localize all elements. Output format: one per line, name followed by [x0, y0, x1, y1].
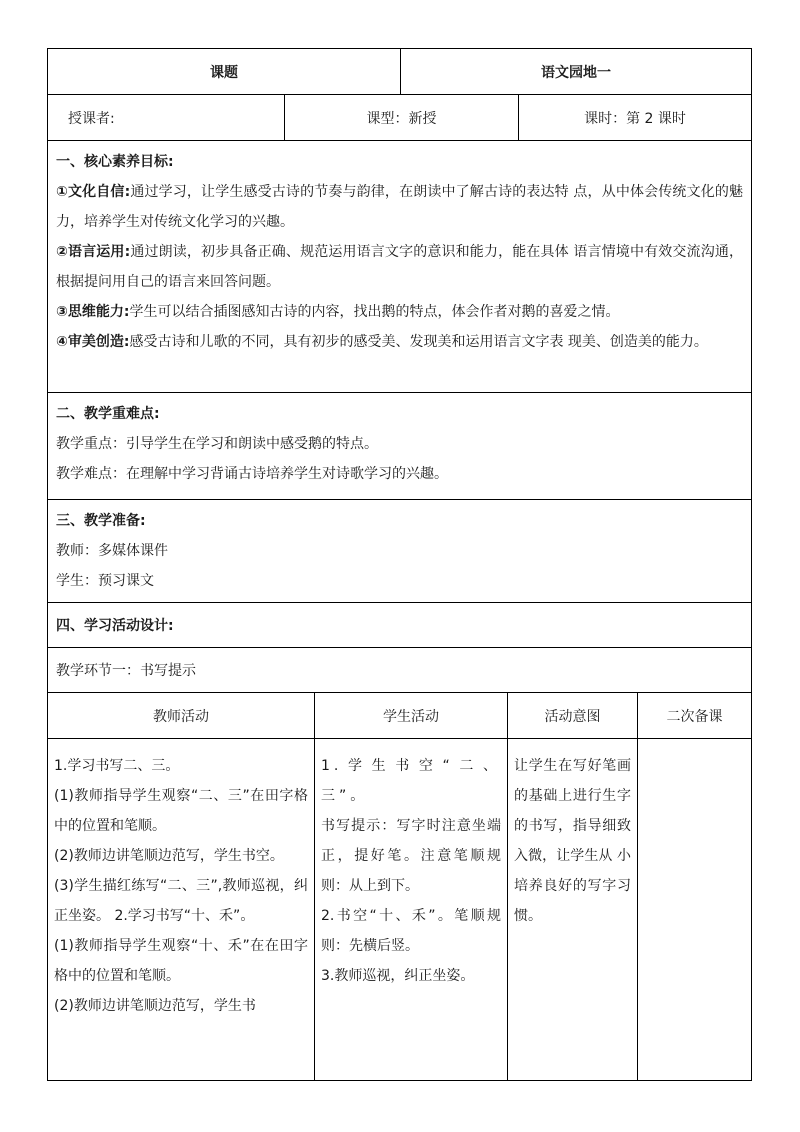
student-line: 1.学生书空“二、三”。: [321, 758, 501, 804]
preparation-title: 三、教学准备:: [56, 513, 146, 529]
col-header-teacher: 教师活动: [153, 708, 209, 725]
preparation-teacher: 教师：多媒体课件: [56, 543, 168, 559]
preparation-student: 学生：预习课文: [56, 573, 154, 589]
preparation-section: [48, 500, 751, 603]
topic-row: [48, 49, 751, 95]
activity-table-body: [48, 739, 751, 1080]
info-row: [48, 95, 751, 141]
student-line: 书写提示：写字时注意坐端正，提好笔。注意笔顺规则：从上到下。: [321, 818, 501, 894]
student-line: 3.教师巡视，纠正坐姿。: [321, 968, 475, 984]
teacher-line: 1.学习书写二、三。: [54, 758, 180, 774]
lesson-type: 课型：新授: [284, 95, 518, 140]
topic-label: 课题: [210, 64, 238, 81]
col-header-student: 学生活动: [314, 693, 507, 738]
lesson-period: 课时：第 2 课时: [518, 95, 751, 140]
teacher-line: (1)教师指导学生观察“十、禾”在在田字格中的位置和笔顺。: [54, 938, 308, 984]
col-header-second: 二次备课: [637, 693, 751, 738]
design-title: 四、学习活动设计:: [56, 618, 174, 634]
goal-item: ④审美创造:感受古诗和儿歌的不同，具有初步的感受美、发现美和运用语言文字表 现美、创造美的能力。: [56, 334, 708, 350]
goals-title: 一、核心素养目标:: [56, 154, 174, 170]
goal-item: ②语言运用:通过朗读，初步具备正确、规范运用语言文字的意识和能力，能在具体 语言情境中有效交流沟通，根据提问用自己的语言来回答问题。: [56, 244, 744, 290]
lesson-plan-table: [47, 48, 752, 1081]
teacher-line: (2)教师边讲笔顺边范写，学生书: [54, 998, 256, 1014]
col-header-intent: 活动意图: [507, 693, 637, 738]
activity-table-header: [48, 693, 751, 739]
teacher-line: (3)学生描红练写“二、三”,教师巡视，纠正坐姿。 2.学习书写“十、禾”。: [54, 878, 308, 924]
keypoint-difficulty: 教学难点：在理解中学习背诵古诗培养学生对诗歌学习的兴趣。: [56, 466, 448, 482]
design-title-row: [48, 603, 751, 648]
goal-item: ①文化自信:通过学习，让学生感受古诗的节奏与韵律，在朗读中了解古诗的表达特 点，从中体会传统文化的魅力，培养学生对传统文化学习的兴趣。: [56, 184, 744, 230]
student-activity-cell: [314, 739, 507, 1080]
student-line: 2.书空“十、禾”。笔顺规则：先横后竖。: [321, 908, 501, 954]
teacher-name-field: 授课者:: [68, 110, 115, 127]
second-prep-cell: [637, 739, 751, 1080]
goals-section: [48, 141, 751, 393]
keypoint-focus: 教学重点：引导学生在学习和朗读中感受鹅的特点。: [56, 436, 378, 452]
intent-cell: 让学生在写好笔画的基础上进行生字的书写，指导细致入微，让学生从 小培养良好的写字习惯。: [507, 739, 637, 1080]
teacher-activity-cell: [48, 739, 314, 1080]
section-label: 教学环节一：书写提示: [56, 663, 196, 679]
topic-value: 语文园地一: [400, 49, 751, 94]
keypoints-section: [48, 393, 751, 500]
teacher-line: (2)教师边讲笔顺边范写，学生书空。: [54, 848, 284, 864]
teacher-line: (1)教师指导学生观察“二、三”在田字格中的位置和笔顺。: [54, 788, 308, 834]
section-row: [48, 648, 751, 693]
keypoints-title: 二、教学重难点:: [56, 406, 160, 422]
goal-item: ③思维能力:学生可以结合插图感知古诗的内容，找出鹅的特点，体会作者对鹅的喜爱之情。: [56, 304, 620, 320]
